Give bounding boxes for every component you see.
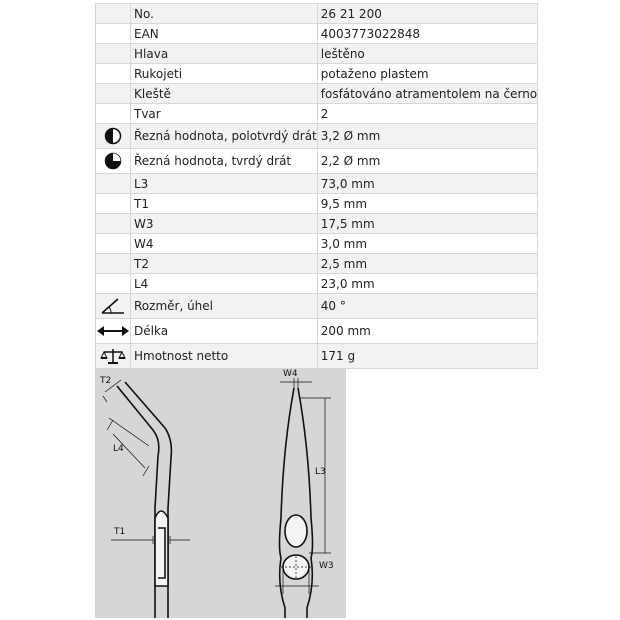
spec-label: Rozměr, úhel bbox=[131, 294, 318, 319]
specification-table bbox=[95, 3, 538, 369]
spec-row bbox=[96, 174, 538, 194]
spec-value: 2,5 mm bbox=[317, 254, 537, 274]
pliers-side-view bbox=[117, 382, 171, 618]
spec-label: W4 bbox=[131, 234, 318, 254]
spec-label: L4 bbox=[131, 274, 318, 294]
spec-icon-cell bbox=[96, 4, 131, 24]
spec-value: 200 mm bbox=[317, 319, 537, 344]
spec-value: fosfátováno atramentolem na černo bbox=[317, 84, 537, 104]
spec-row bbox=[96, 234, 538, 254]
spec-value: 26 21 200 bbox=[317, 4, 537, 24]
dimension-label-l3: L3 bbox=[315, 467, 326, 477]
spec-row bbox=[96, 274, 538, 294]
spec-label: W3 bbox=[131, 214, 318, 234]
three-quarter-filled-circle-icon bbox=[96, 152, 130, 170]
dimension-label-w3: W3 bbox=[319, 561, 334, 571]
spec-label: Hmotnost netto bbox=[131, 344, 318, 369]
spec-icon-cell bbox=[96, 64, 131, 84]
half-filled-circle-icon bbox=[96, 127, 130, 145]
dimension-label-w4: W4 bbox=[283, 369, 298, 379]
spec-icon-cell bbox=[96, 234, 131, 254]
spec-row bbox=[96, 44, 538, 64]
spec-row bbox=[96, 294, 538, 319]
spec-label: Hlava bbox=[131, 44, 318, 64]
dimension-lines-left bbox=[103, 380, 190, 544]
spec-label: EAN bbox=[131, 24, 318, 44]
spec-label: Délka bbox=[131, 319, 318, 344]
pliers-technical-drawing bbox=[95, 368, 346, 618]
spec-value: 23,0 mm bbox=[317, 274, 537, 294]
spec-value: 4003773022848 bbox=[317, 24, 537, 44]
spec-value: potaženo plastem bbox=[317, 64, 537, 84]
spec-row bbox=[96, 104, 538, 124]
spec-label: Rukojeti bbox=[131, 64, 318, 84]
spec-label: Řezná hodnota, tvrdý drát bbox=[131, 149, 318, 174]
angle-icon bbox=[96, 297, 130, 315]
spec-value: 3,2 Ø mm bbox=[317, 124, 537, 149]
spec-icon-cell bbox=[96, 254, 131, 274]
spec-label: T2 bbox=[131, 254, 318, 274]
spec-icon-cell bbox=[96, 24, 131, 44]
spec-row bbox=[96, 124, 538, 149]
spec-row bbox=[96, 254, 538, 274]
spec-value: 73,0 mm bbox=[317, 174, 537, 194]
spec-value: 3,0 mm bbox=[317, 234, 537, 254]
spec-label: L3 bbox=[131, 174, 318, 194]
spec-icon-cell bbox=[96, 84, 131, 104]
spec-row bbox=[96, 4, 538, 24]
spec-value: 2,2 Ø mm bbox=[317, 149, 537, 174]
spec-row bbox=[96, 149, 538, 174]
spec-row bbox=[96, 214, 538, 234]
dimension-label-l4: L4 bbox=[113, 444, 124, 454]
pliers-front-view bbox=[280, 388, 313, 618]
spec-label: No. bbox=[131, 4, 318, 24]
spec-row bbox=[96, 84, 538, 104]
dimension-label-t2: T2 bbox=[100, 376, 112, 386]
spec-label: T1 bbox=[131, 194, 318, 214]
dimension-label-t1: T1 bbox=[114, 527, 126, 537]
spec-value: 2 bbox=[317, 104, 537, 124]
spec-icon-cell bbox=[96, 344, 131, 369]
spec-icon-cell bbox=[96, 149, 131, 174]
spec-row bbox=[96, 64, 538, 84]
spec-value: 171 g bbox=[317, 344, 537, 369]
spec-icon-cell bbox=[96, 294, 131, 319]
spec-icon-cell bbox=[96, 174, 131, 194]
spec-value: 40 ° bbox=[317, 294, 537, 319]
spec-icon-cell bbox=[96, 319, 131, 344]
spec-label: Kleště bbox=[131, 84, 318, 104]
spec-value: leštěno bbox=[317, 44, 537, 64]
spec-icon-cell bbox=[96, 44, 131, 64]
spec-icon-cell bbox=[96, 124, 131, 149]
spec-value: 17,5 mm bbox=[317, 214, 537, 234]
spec-icon-cell bbox=[96, 194, 131, 214]
spec-label: Tvar bbox=[131, 104, 318, 124]
spec-icon-cell bbox=[96, 274, 131, 294]
double-arrow-icon bbox=[96, 325, 130, 337]
spec-row bbox=[96, 194, 538, 214]
spec-row bbox=[96, 24, 538, 44]
spec-value: 9,5 mm bbox=[317, 194, 537, 214]
spec-label: Řezná hodnota, polotvrdý drát bbox=[131, 124, 318, 149]
spec-row bbox=[96, 344, 538, 369]
spec-row bbox=[96, 319, 538, 344]
scale-icon bbox=[96, 347, 130, 365]
spec-icon-cell bbox=[96, 214, 131, 234]
spec-icon-cell bbox=[96, 104, 131, 124]
